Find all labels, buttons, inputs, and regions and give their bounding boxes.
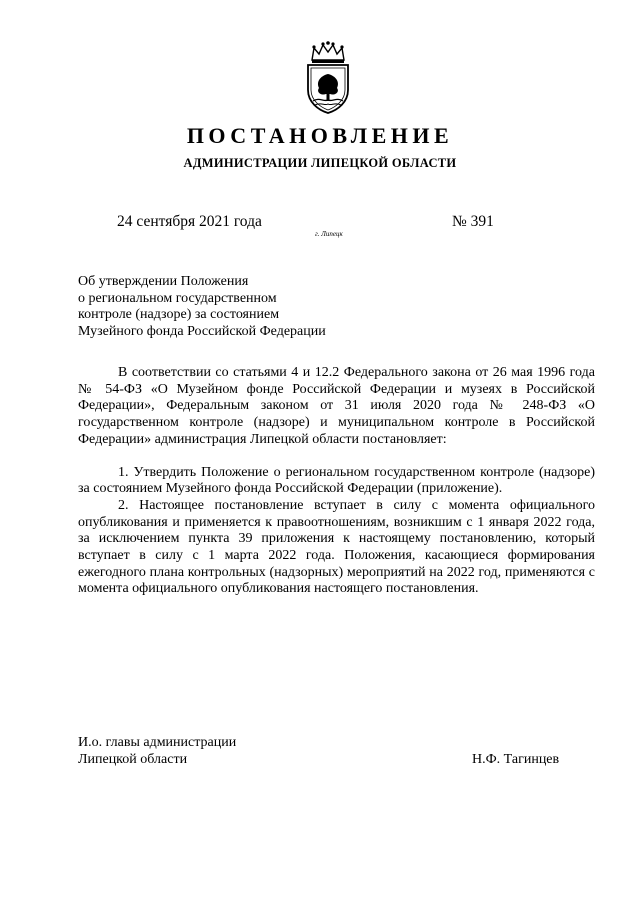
signature-position-line: Липецкой области — [78, 752, 188, 767]
subject-line: о региональном государственном — [78, 290, 277, 306]
preamble-paragraph: В соответствии со статьями 4 и 12.2 Федерального закона от 26 мая 1996 года № 54-ФЗ «О Музейном фонде Российской Федерации и музеях в Российской Федерации», Федеральным законом от 31 июля 2020 года № 248-ФЗ «О государственном контроле (надзоре) и муниципальном контроле в Российской Федерации» администрация Липецкой области постановляет: — [78, 365, 595, 447]
subject-line: Об утверждении Положения — [78, 274, 249, 289]
subject-line: контроле (надзоре) за состоянием — [78, 307, 280, 322]
document-title: ПОСТАНОВЛЕНИЕ — [186, 123, 454, 148]
subject-line: Музейного фонда Российской Федерации — [78, 323, 326, 339]
document-subtitle: АДМИНИСТРАЦИИ ЛИПЕЦКОЙ ОБЛАСТИ — [183, 156, 457, 170]
document-number: № 391 — [452, 213, 494, 230]
item-1-paragraph: 1. Утвердить Положение о региональном государственном контроле (надзоре) за состоянием Музейного фонда Российской Федерации (приложение). — [78, 464, 595, 497]
document-subject — [78, 274, 408, 340]
signature-name: Н.Ф. Тагинцев — [472, 752, 560, 767]
signature-position-line: И.о. главы администрации — [78, 735, 237, 750]
document-date: 24 сентября 2021 года — [117, 213, 262, 230]
coat-of-arms-icon — [302, 40, 354, 116]
document-body — [78, 365, 595, 598]
signature-position — [78, 734, 236, 768]
item-2-paragraph: 2. Настоящее постановление вступает в силу с момента официального опубликования и применяется к правоотношениям, возникшим с 1 января 2022 года, за исключением пункта 39 приложения к настоящему постановлению, который вступает в силу с 1 марта 2022 года. Положения, касающиеся формирования ежегодного плана контрольных (надзорных) мероприятий на 2022 год, применяются с момента официального опубликования настоящего постановления. — [78, 497, 595, 597]
document-city: г. Липецк — [315, 230, 343, 238]
